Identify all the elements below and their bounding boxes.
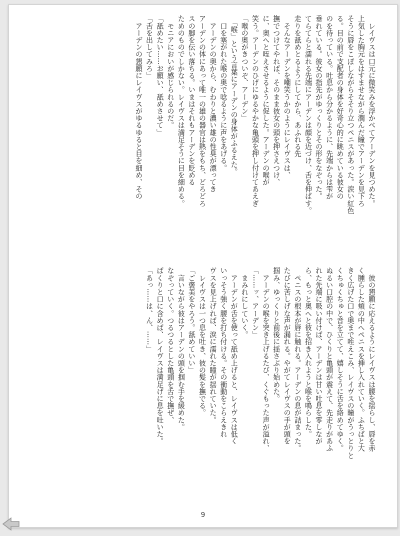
lower-text-line: 「……ッ、アーデン」 [251,267,260,338]
upper-text-line: アーデンの奥から、むわりと濃い雄の性臭が漂ってき [209,15,218,193]
lower-text-line: ペニスの根本が唇に触れる。アーデンの息が詰まった。 [293,267,302,452]
lower-text-line: れた先端に吸い付けば、アーデンは甘い吐息を零しなが [315,267,324,445]
upper-text-line: そうに唇をこぼしながらそそり立つペニスがあった。涙い紅色 [346,15,355,214]
lower-text-line: きく広げた口で奥まで咥えこみ、レイヴスの瞳がうっとりと [346,267,355,459]
lower-text-line: ぬるい口腔の中で、ひくりと亀頭が震えて、先走りがあふ [325,267,334,452]
lower-text-line: 言いながら彼はアーデンの頭を掴む手を緩めた。 [177,267,186,431]
upper-text-line: てらてらと濡れる先端にアーデンは顔を近づけ、舌を伸ばす。 [304,15,313,214]
lower-text-block [20,267,377,489]
upper-text-block [20,15,377,243]
upper-text-line: 「舌を出してみろ」 [145,15,154,79]
upper-text-line: 撫でつけてやれば、そのまま彼女の頭を押さえつけ、 [272,15,281,186]
upper-text-line: アーデンの懇願にレイヴスがゆるゆると目を細め、その [134,15,143,200]
lower-text-line: いっそう強く腰を打ち付ける。その衝動をこらえきれ [219,267,228,438]
upper-text-line: スの脚を伝い落ちる。いまはそれもアーデンを貶める [187,15,196,186]
lower-text-line: 彼の懇願に応えるようにレイヴスは腰を揺らし、唇を赤 [368,267,376,452]
lower-text-line: 「ご褒美をやろう。舐めていい」 [187,267,196,374]
lower-text-line: 掴み、ゆっくりと前後に揺さぶり始めた。 [272,267,281,402]
lower-text-line: ヴスを見上げれば、涙に濡れた瞳が揺れていた。 [209,267,218,424]
upper-text-line: 口を塞がれた喉の奥で唸るように声をあげる。 [219,15,228,172]
lower-text-line: ぱくりと口に含めば、レイヴスは満足げに息を吐いた。 [156,267,165,445]
lower-text-line: く腫らした頬の中へペニスを挿し入れていく。ふちばと大 [357,267,366,452]
lower-text-line: アーデンが舌を使って舐め上げると、レイヴスは低く [230,267,239,445]
upper-text-line: る。目の前で支配者の身体を好奇心的に眺めている彼女の [336,15,345,200]
lower-text-line: まみれにしていく。 [240,267,249,338]
lower-text-line: アーデンの喉を突き上げるたび、くぐもった声が溢れ、 [262,267,271,452]
lower-text-line: なぞっていく。つるつるとした亀頭を舌で撫ぜ、 [166,267,175,424]
lower-text-line: ら、もっと奥へと彼を招き入れようと喉を鳴らした。 [304,267,313,438]
lower-text-line: 「あっ……は、ん、……」 [145,267,154,353]
upper-text-line: 「舐めたい……お願い、舐めさせて」 [156,15,165,136]
lower-text-line: たびに苦しげな声が漏れる。やがてレイヴスの手が頭を [283,267,292,445]
upper-text-line: アーデンの体にあって唯一の雄の器官は熱をもち、どろどろ [198,15,207,207]
upper-text-line: ためのものでしかない。レイヴスは満足そうに目を細める。 [177,15,186,207]
upper-text-line: 「喉の奥がきついぞ、アーデン」 [240,15,249,122]
lower-text-line: くちゅくちゅと音を立てて、嬉しそうに舌を絡めてゆく。 [336,267,345,452]
upper-text-line: 上気した胸元をはすませながら潤んだ瞳でアーデンを見下ろ [357,15,366,207]
lower-text-line: レイヴスは一つ息を吐き、彼の髪を撫でる。 [198,267,207,417]
upper-text-line: 垂れている。彼女の指先がゆっくりとその形をなぞった。 [315,15,324,200]
upper-text-line: 「喉」という言葉にアーデンの身体がふるえた。 [230,15,239,175]
upper-text-line: そんなアーデンを嘲笑うかのようにレイヴスは、 [283,15,292,179]
page-number: 9 [200,511,206,519]
upper-text-line: のを待っている。吐息から分かるように、先端からは雫が [325,15,334,200]
upper-text-line: 走りを舐めとるようにしてから、あふれる先 [293,15,302,157]
book-page [8,4,398,528]
previous-page-arrow-icon[interactable] [2,517,20,531]
upper-text-line: に、奥へと咥えさせるように促した。アーデンの喉が [262,15,271,186]
upper-text-line: 笑う。アーデンのひげにゆるやかな亀頭を押し付けてあえぎ [251,15,260,207]
upper-text-line: モニアにおいが感じられるのだ。 [166,15,175,129]
upper-text-line: レイヴスは口元に微笑みを浮かべてアーデンを見つめた。 [368,15,376,207]
